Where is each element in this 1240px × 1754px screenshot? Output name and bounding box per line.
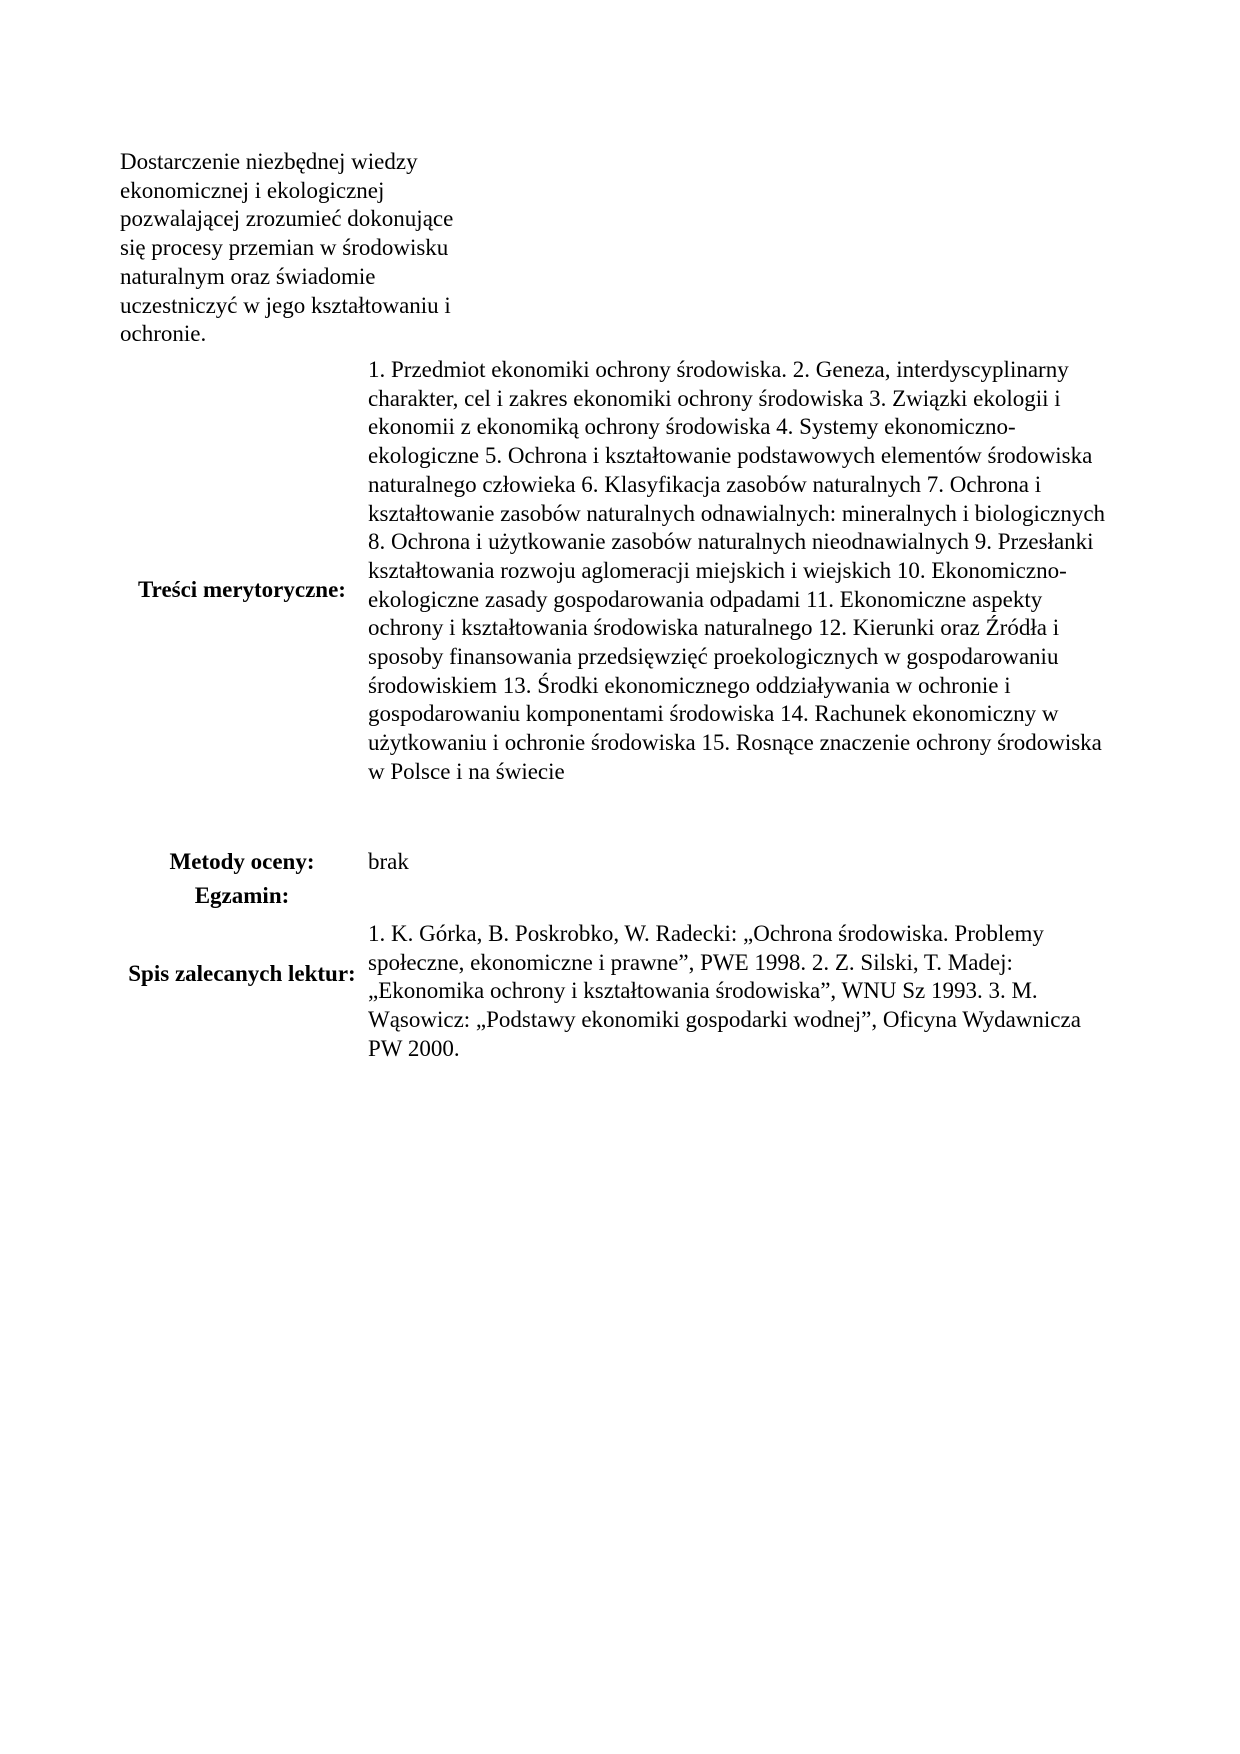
value-reading-list: 1. K. Górka, B. Poskrobko, W. Radecki: „Ochrona środowiska. Problemy społeczne, ekonomiczne i prawne”, PWE 1998. 2. Z. Silski, T. Madej: „Ekonomika ochrony i kształtowania środowiska”, WNU Sz 1993. 3. M. Wąsowicz: „Podstawy ekonomiki gospodarki wodnej”, Oficyna Wydawnicza PW 2000. [368,921,1081,1061]
label-course-content: Treści merytoryczne: [138,577,346,602]
value-course-content: 1. Przedmiot ekonomiki ochrony środowiska. 2. Geneza, interdyscyplinarny charakter, cel i zakres ekonomiki ochrony środowiska 3. Związki ekologii i ekonomii z ekonomiką ochrony środowiska 4. Systemy ekonomiczno-ekologiczne 5. Ochrona i kształtowanie podstawowych elementów środowiska naturalnego człowieka 6. Klasyfikacja zasobów naturalnych 7. Ochrona i kształtowanie zasobów naturalnych odnawialnych: mineralnych i biologicznych 8. Ochrona i użytkowanie zasobów naturalnych nieodnawialnych 9. Przesłanki kształtowania rozwoju aglomeracji miejskich i wiejskich 10. Ekonomiczno-ekologiczne zasady gospodarowania odpadami 11. Ekonomiczne aspekty ochrony i kształtowania środowiska naturalnego 12. Kierunki oraz Źródła i sposoby finansowania przedsięwzięć proekologicznych w gospodarowaniu środowiskiem 13. Środki ekonomicznego oddziaływania w ochronie i gospodarowaniu komponentami środowiska 14. Rachunek ekonomiczny w użytkowaniu i ochronie środowiska 15. Rosnące znaczenie ochrony środowiska w Polsce i na świecie [368,357,1106,784]
row-assessment-methods [120,848,1120,880]
intro-paragraph: Dostarczenie niezbędnej wiedzy ekonomicznej i ekologicznej pozwalającej zrozumieć dokonujące się procesy przemian w środowisku naturalnym oraz świadomie uczestniczyć w jego kształtowaniu i ochronie. [120,149,454,347]
label-exam: Egzamin: [194,883,290,908]
row-course-content [120,356,1120,846]
row-exam [120,882,1120,914]
label-assessment-methods: Metody oceny: [169,849,315,874]
row-reading-list [120,920,1120,1070]
label-reading-list: Spis zalecanych lektur: [128,961,356,986]
value-assessment-methods: brak [368,849,409,874]
